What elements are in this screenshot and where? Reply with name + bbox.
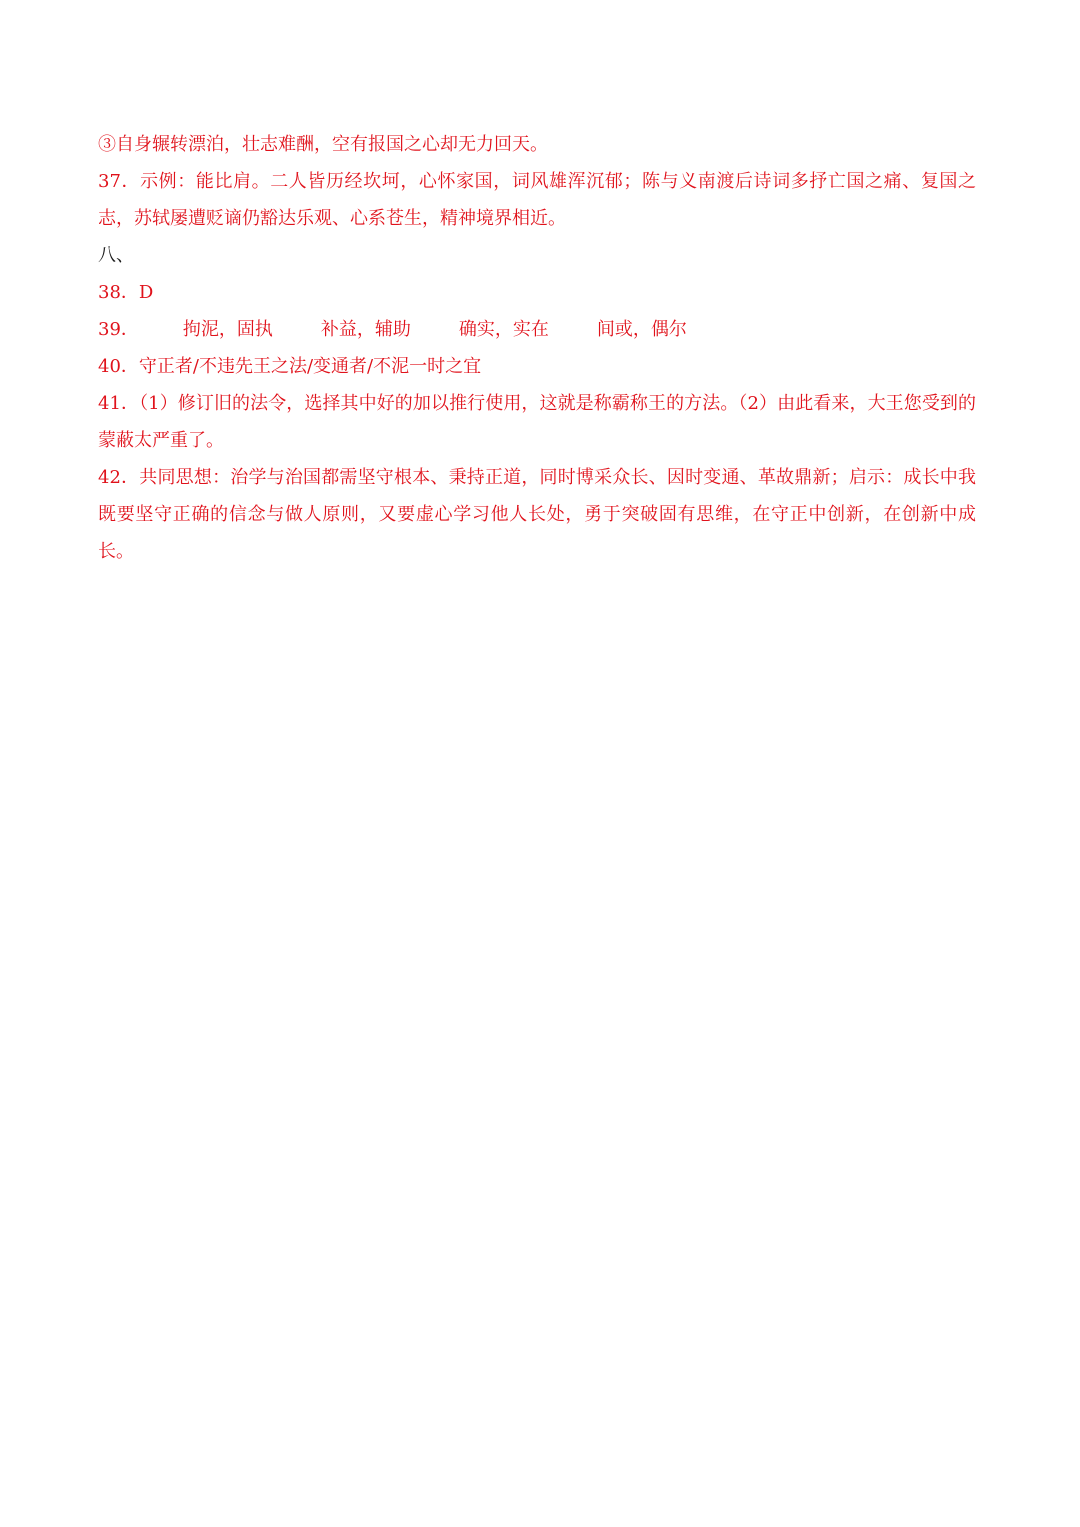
- answer-39-number: 39．: [98, 319, 139, 340]
- answer-37: 37．示例：能比肩。二人皆历经坎坷，心怀家国，词风雄浑沉郁；陈与义南渡后诗词多抒亡国之痛、复国之志，苏轼屡遭贬谪仍豁达乐观、心系苍生，精神境界相近。: [98, 171, 976, 229]
- answer-39-item-3: 确实，实在: [458, 319, 549, 340]
- section-8-heading: 八、: [98, 245, 134, 266]
- answer-39-item-4: 间或，偶尔: [596, 319, 687, 340]
- answer-content: [98, 126, 976, 570]
- answer-38: 38．D: [98, 282, 154, 303]
- answer-40: 40．守正者/不违先王之法/变通者/不泥一时之宜: [98, 356, 482, 377]
- answer-42: 42．共同思想：治学与治国都需坚守根本、秉持正道，同时博采众长、因时变通、革故鼎新；启示：成长中我既要坚守正确的信念与做人原则，又要虚心学习他人长处，勇于突破固有思维，在守正中创新，在创新中成长。: [98, 467, 976, 562]
- answer-39: [98, 311, 976, 348]
- answer-41: 41．（1）修订旧的法令，选择其中好的加以推行使用，这就是称霸称王的方法。（2）由此看来，大王您受到的蒙蔽太严重了。: [98, 393, 976, 451]
- answer-39-item-1: 拘泥，固执: [182, 319, 273, 340]
- answer-39-item-2: 补益，辅助: [320, 319, 411, 340]
- answer-36-item-3: ③自身辗转漂泊，壮志难酬，空有报国之心却无力回天。: [98, 134, 548, 155]
